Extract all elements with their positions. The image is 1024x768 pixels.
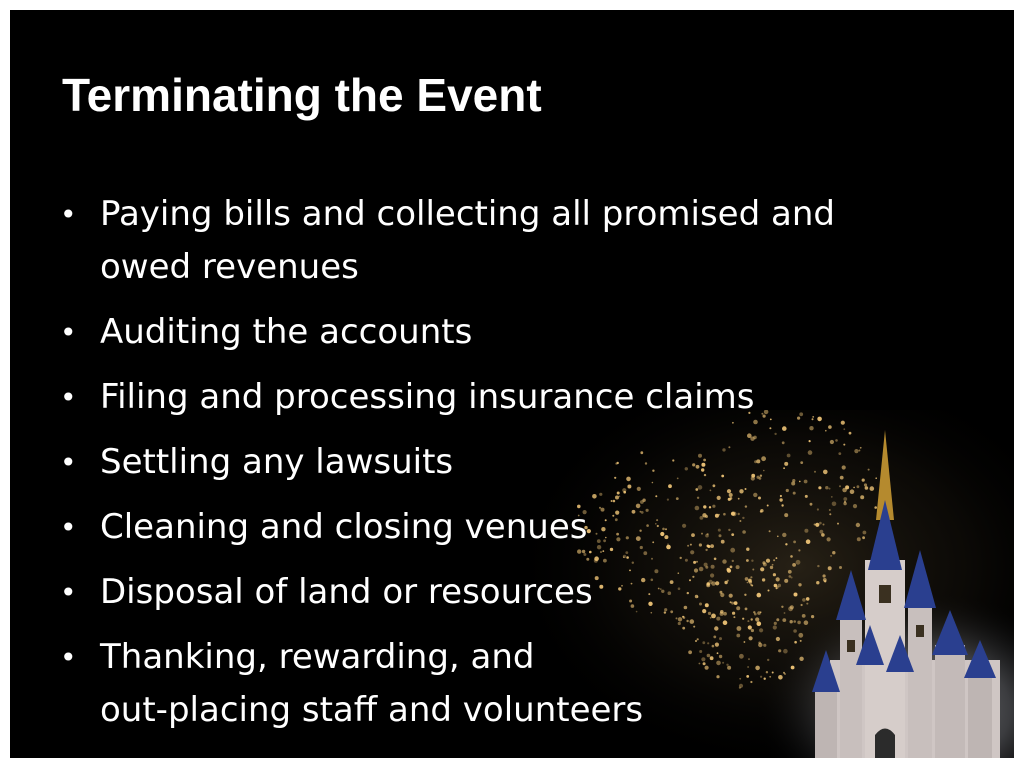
bullet-list: [58, 188, 958, 749]
bullet-item: [58, 306, 958, 359]
bullet-item: [58, 631, 958, 737]
bullet-icon: •: [60, 198, 77, 231]
slide: [10, 10, 1014, 758]
bullet-item: [58, 566, 958, 619]
bullet-text: Disposal of land or resources: [100, 572, 593, 612]
bullet-text: out-placing staff and volunteers: [100, 690, 644, 730]
bullet-item: [58, 188, 958, 294]
bullet-text: Cleaning and closing venues: [100, 507, 588, 547]
bullet-text: Filing and processing insurance claims: [100, 377, 755, 417]
bullet-icon: •: [60, 316, 77, 349]
bullet-icon: •: [60, 381, 77, 414]
bullet-item: [58, 371, 958, 424]
bullet-text: owed revenues: [100, 247, 359, 287]
bullet-text: Paying bills and collecting all promised and: [100, 194, 835, 234]
bullet-item: [58, 436, 958, 489]
slide-title: Terminating the Event: [62, 69, 542, 121]
bullet-icon: •: [60, 446, 77, 479]
bullet-text: Auditing the accounts: [100, 312, 473, 352]
bullet-icon: •: [60, 511, 77, 544]
bullet-icon: •: [60, 641, 77, 674]
bullet-item: [58, 501, 958, 554]
bullet-text: Settling any lawsuits: [100, 442, 454, 482]
bullet-icon: •: [60, 576, 77, 609]
bullet-text: Thanking, rewarding, and: [100, 637, 535, 677]
